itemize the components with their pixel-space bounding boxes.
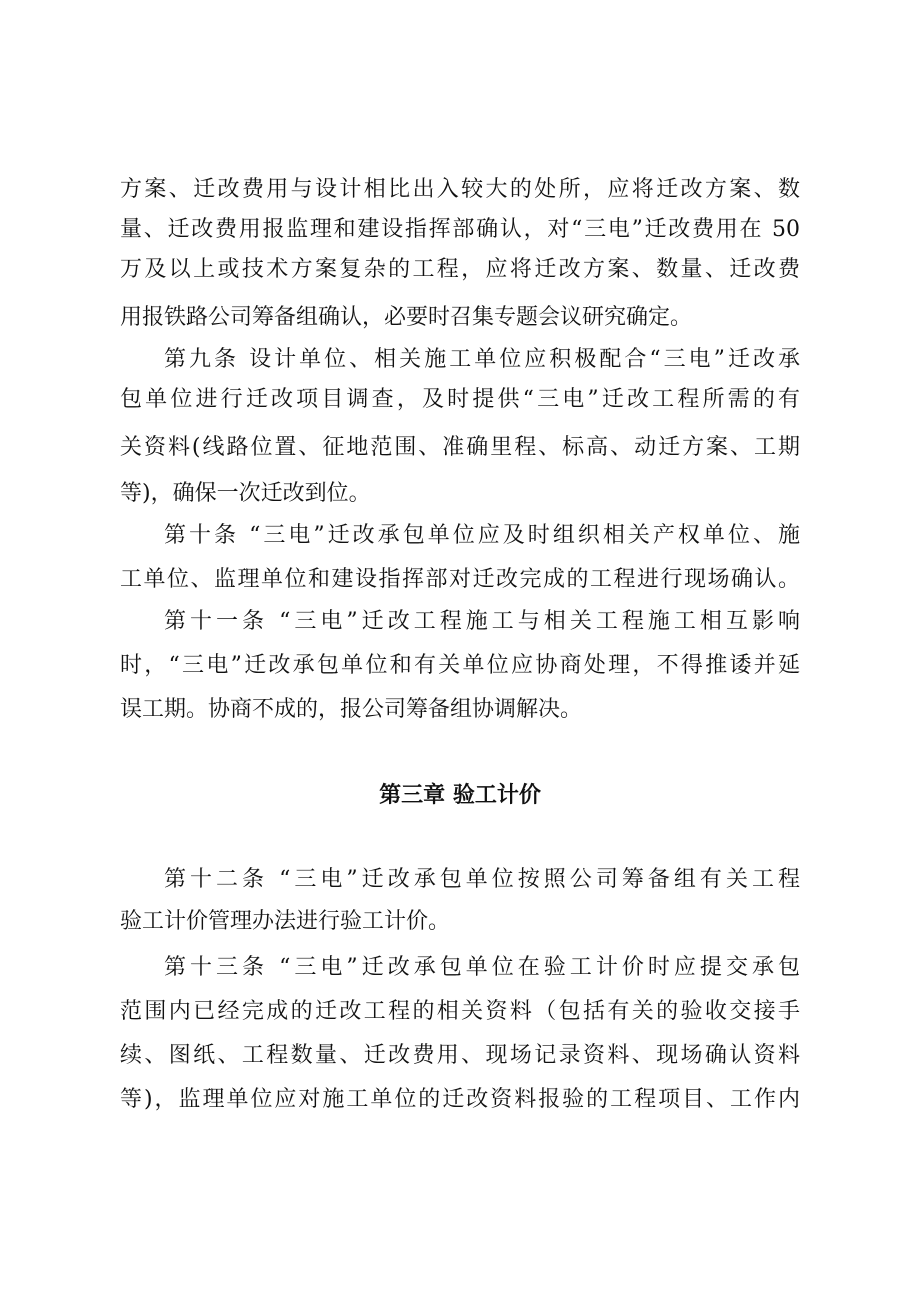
article-11-line: 时，“三电”迁改承包单位和有关单位应协商处理，不得推诿并延 [120,653,800,678]
chapter-heading: 第三章 验工计价 [379,783,541,808]
article-9-line: 包单位进行迁改项目调查，及时提供“三电”迁改工程所需的有 [120,387,800,412]
paragraph-line: 用报铁路公司筹备组确认，必要时召集专题会议研究确定。 [120,305,693,330]
article-13-line: 续、图纸、工程数量、迁改费用、现场记录资料、现场确认资料 [120,1043,800,1068]
article-10-line: 工单位、监理单位和建设指挥部对迁改完成的工程进行现场确认。 [120,567,800,592]
article-9-line: 关资料(线路位置、征地范围、准确里程、标高、动迁方案、工期 [120,435,800,460]
article-11-line: 误工期。协商不成的，报公司筹备组协调解决。 [120,697,583,722]
paragraph-line: 量、迁改费用报监理和建设指挥部确认，对“三电”迁改费用在 50 [120,217,800,242]
paragraph-line: 万及以上或技术方案复杂的工程，应将迁改方案、数量、迁改费 [120,257,800,282]
article-11-line: 第十一条 “三电”迁改工程施工与相关工程施工相互影响 [164,609,800,634]
article-9-line: 等)，确保一次迁改到位。 [120,481,371,506]
article-13-line: 范围内已经完成的迁改工程的相关资料（包括有关的验收交接手 [120,999,800,1024]
article-9-line: 第九条 设计单位、相关施工单位应积极配合“三电”迁改承 [164,347,800,372]
article-12-line: 验工计价管理办法进行验工计价。 [120,909,451,934]
paragraph-line: 方案、迁改费用与设计相比出入较大的处所，应将迁改方案、数 [120,177,800,202]
article-12-line: 第十二条 “三电”迁改承包单位按照公司筹备组有关工程 [164,867,800,892]
article-10-line: 第十条 “三电”迁改承包单位应及时组织相关产权单位、施 [164,523,800,548]
article-13-line: 等)，监理单位应对施工单位的迁改资料报验的工程项目、工作内 [120,1087,800,1112]
article-13-line: 第十三条 “三电”迁改承包单位在验工计价时应提交承包 [164,955,800,980]
